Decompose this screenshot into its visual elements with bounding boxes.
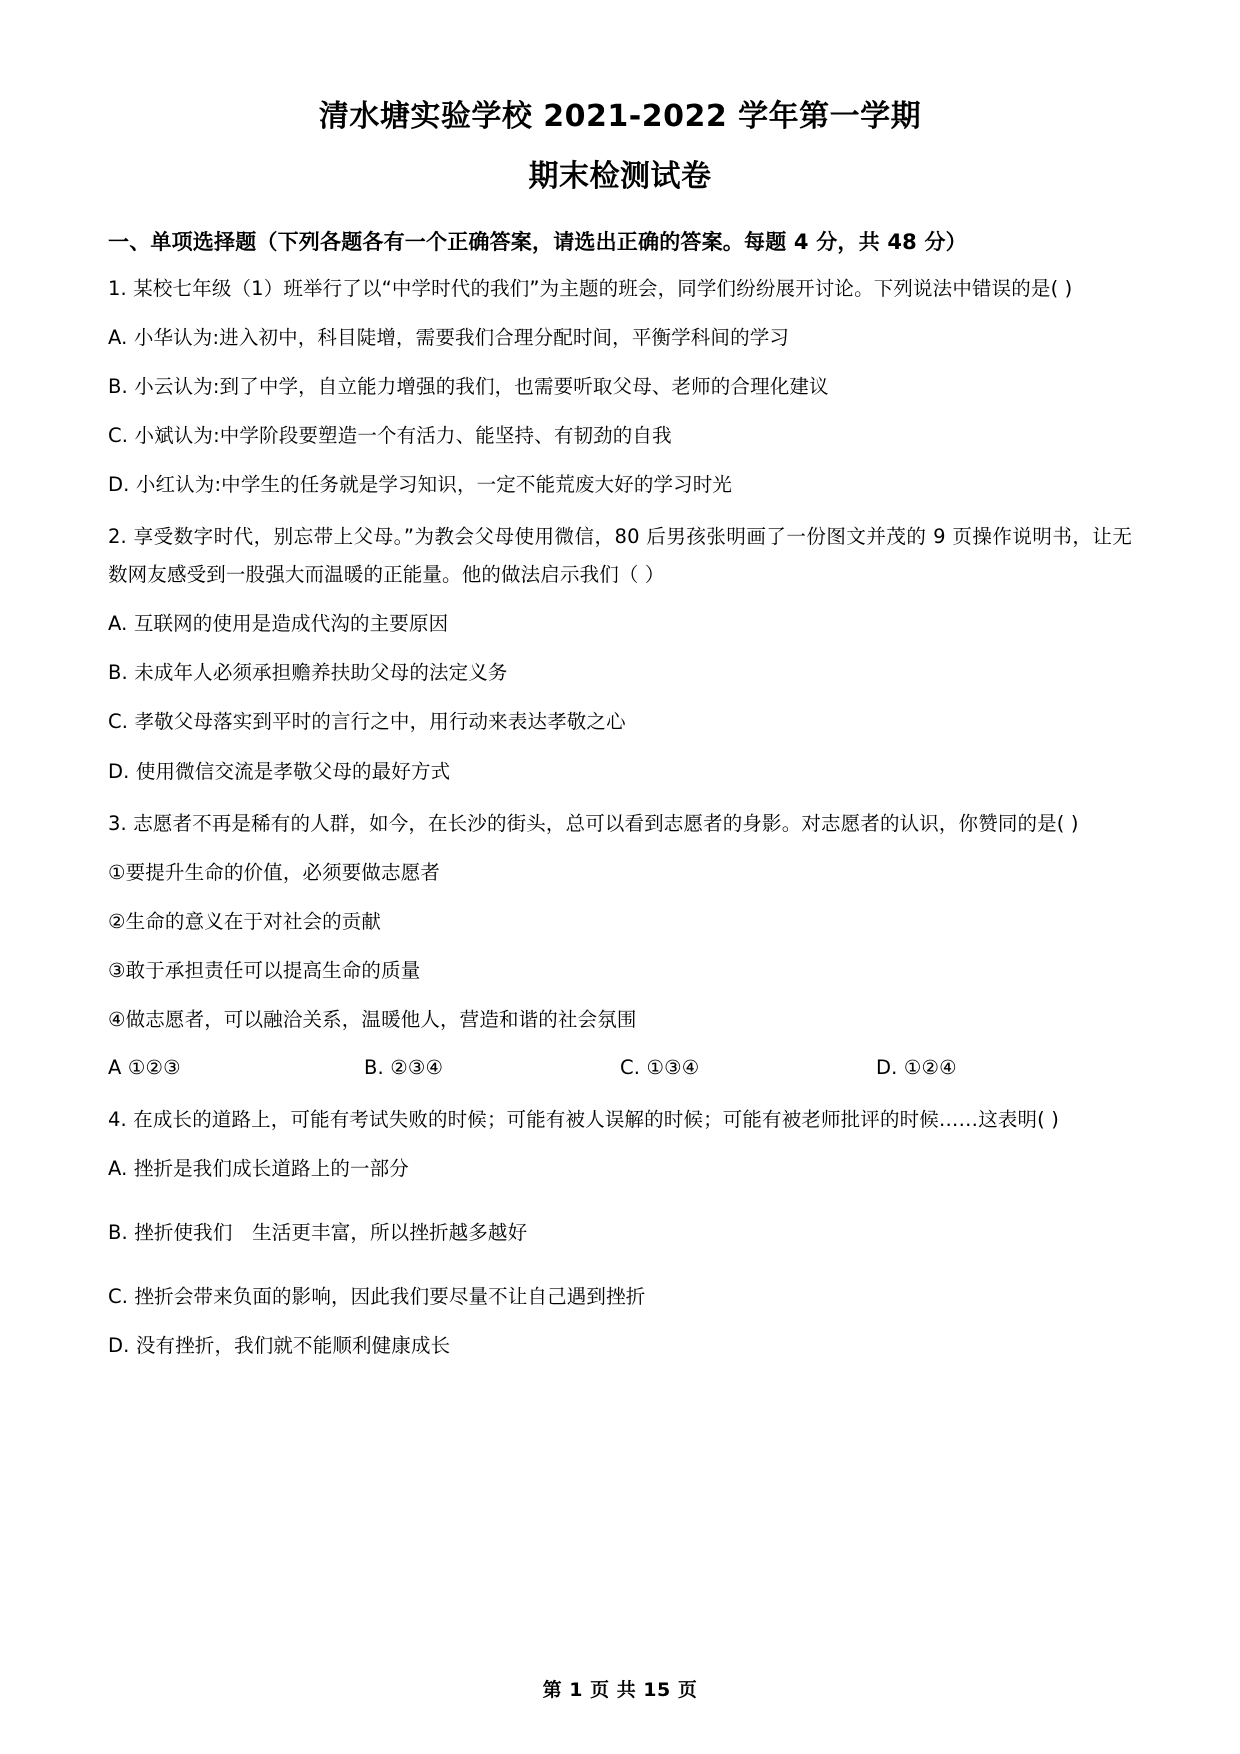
- question-3-option-d[interactable]: D. ①②④: [876, 1055, 957, 1079]
- question-4-option-b[interactable]: B. 挫折使我们 生活更丰富，所以挫折越多越好: [108, 1220, 528, 1244]
- question-1: [108, 270, 1132, 504]
- page-title-line2: 期末检测试卷: [528, 159, 712, 194]
- question-2-option-b[interactable]: B. 未成年人必须承担赡养扶助父母的法定义务: [108, 661, 508, 685]
- question-2-option-d[interactable]: D. 使用微信交流是孝敬父母的最好方式: [108, 759, 451, 783]
- question-3: [108, 805, 1132, 1087]
- page-footer: 第 1 页 共 15 页: [542, 1679, 698, 1701]
- section-header-multiple-choice: 一、单项选择题（下列各题各有一个正确答案，请选出正确的答案。每题 4 分，共 48 分）: [108, 230, 967, 254]
- question-3-statement-4: ④做志愿者，可以融洽关系，温暖他人，营造和谐的社会氛围: [108, 1007, 637, 1031]
- question-3-statement-3: ③敢于承担责任可以提高生命的质量: [108, 958, 421, 982]
- question-1-option-c[interactable]: C. 小斌认为:中学阶段要塑造一个有活力、能坚持、有韧劲的自我: [108, 424, 672, 448]
- question-1-option-a[interactable]: A. 小华认为:进入初中，科目陡增，需要我们合理分配时间，平衡学科间的学习: [108, 326, 790, 350]
- question-3-statement-2: ②生命的意义在于对社会的贡献: [108, 909, 382, 933]
- question-2-stem: 2. 享受数字时代，别忘带上父母。”为教会父母使用微信，80 后男孩张明画了一份图文并茂的 9 页操作说明书，让无数网友感受到一股强大而温暖的正能量。他的做法启示我们（ ）: [108, 525, 1132, 587]
- question-4-stem: 4. 在成长的道路上，可能有考试失败的时候；可能有被人误解的时候；可能有被老师批评的时候……这表明( ): [108, 1107, 1060, 1131]
- question-4-option-d[interactable]: D. 没有挫折，我们就不能顺利健康成长: [108, 1333, 451, 1357]
- question-1-stem: 1. 某校七年级（1）班举行了以“中学时代的我们”为主题的班会，同学们纷纷展开讨论。下列说法中错误的是( ): [108, 277, 1073, 301]
- question-4-option-a[interactable]: A. 挫折是我们成长道路上的一部分: [108, 1156, 409, 1180]
- question-2: [108, 518, 1132, 790]
- question-2-option-c[interactable]: C. 孝敬父母落实到平时的言行之中，用行动来表达孝敬之心: [108, 710, 626, 734]
- question-3-choice-row: [108, 1049, 1132, 1087]
- question-4-option-c[interactable]: C. 挫折会带来负面的影响，因此我们要尽量不让自己遇到挫折: [108, 1284, 646, 1308]
- question-3-option-c[interactable]: C. ①③④: [620, 1055, 700, 1079]
- question-1-option-d[interactable]: D. 小红认为:中学生的任务就是学习知识，一定不能荒废大好的学习时光: [108, 473, 733, 497]
- page-title-line1: 清水塘实验学校 2021-2022 学年第一学期: [318, 99, 922, 134]
- question-3-option-a[interactable]: A ①②③: [108, 1055, 181, 1079]
- question-3-stem: 3. 志愿者不再是稀有的人群，如今，在长沙的街头，总可以看到志愿者的身影。对志愿者的认识，你赞同的是( ): [108, 811, 1079, 835]
- question-4: [108, 1101, 1132, 1365]
- question-3-option-b[interactable]: B. ②③④: [364, 1055, 444, 1079]
- question-3-statement-1: ①要提升生命的价值，必须要做志愿者: [108, 860, 441, 884]
- question-1-option-b[interactable]: B. 小云认为:到了中学，自立能力增强的我们，也需要听取父母、老师的合理化建议: [108, 375, 829, 399]
- question-2-option-a[interactable]: A. 互联网的使用是造成代沟的主要原因: [108, 612, 449, 636]
